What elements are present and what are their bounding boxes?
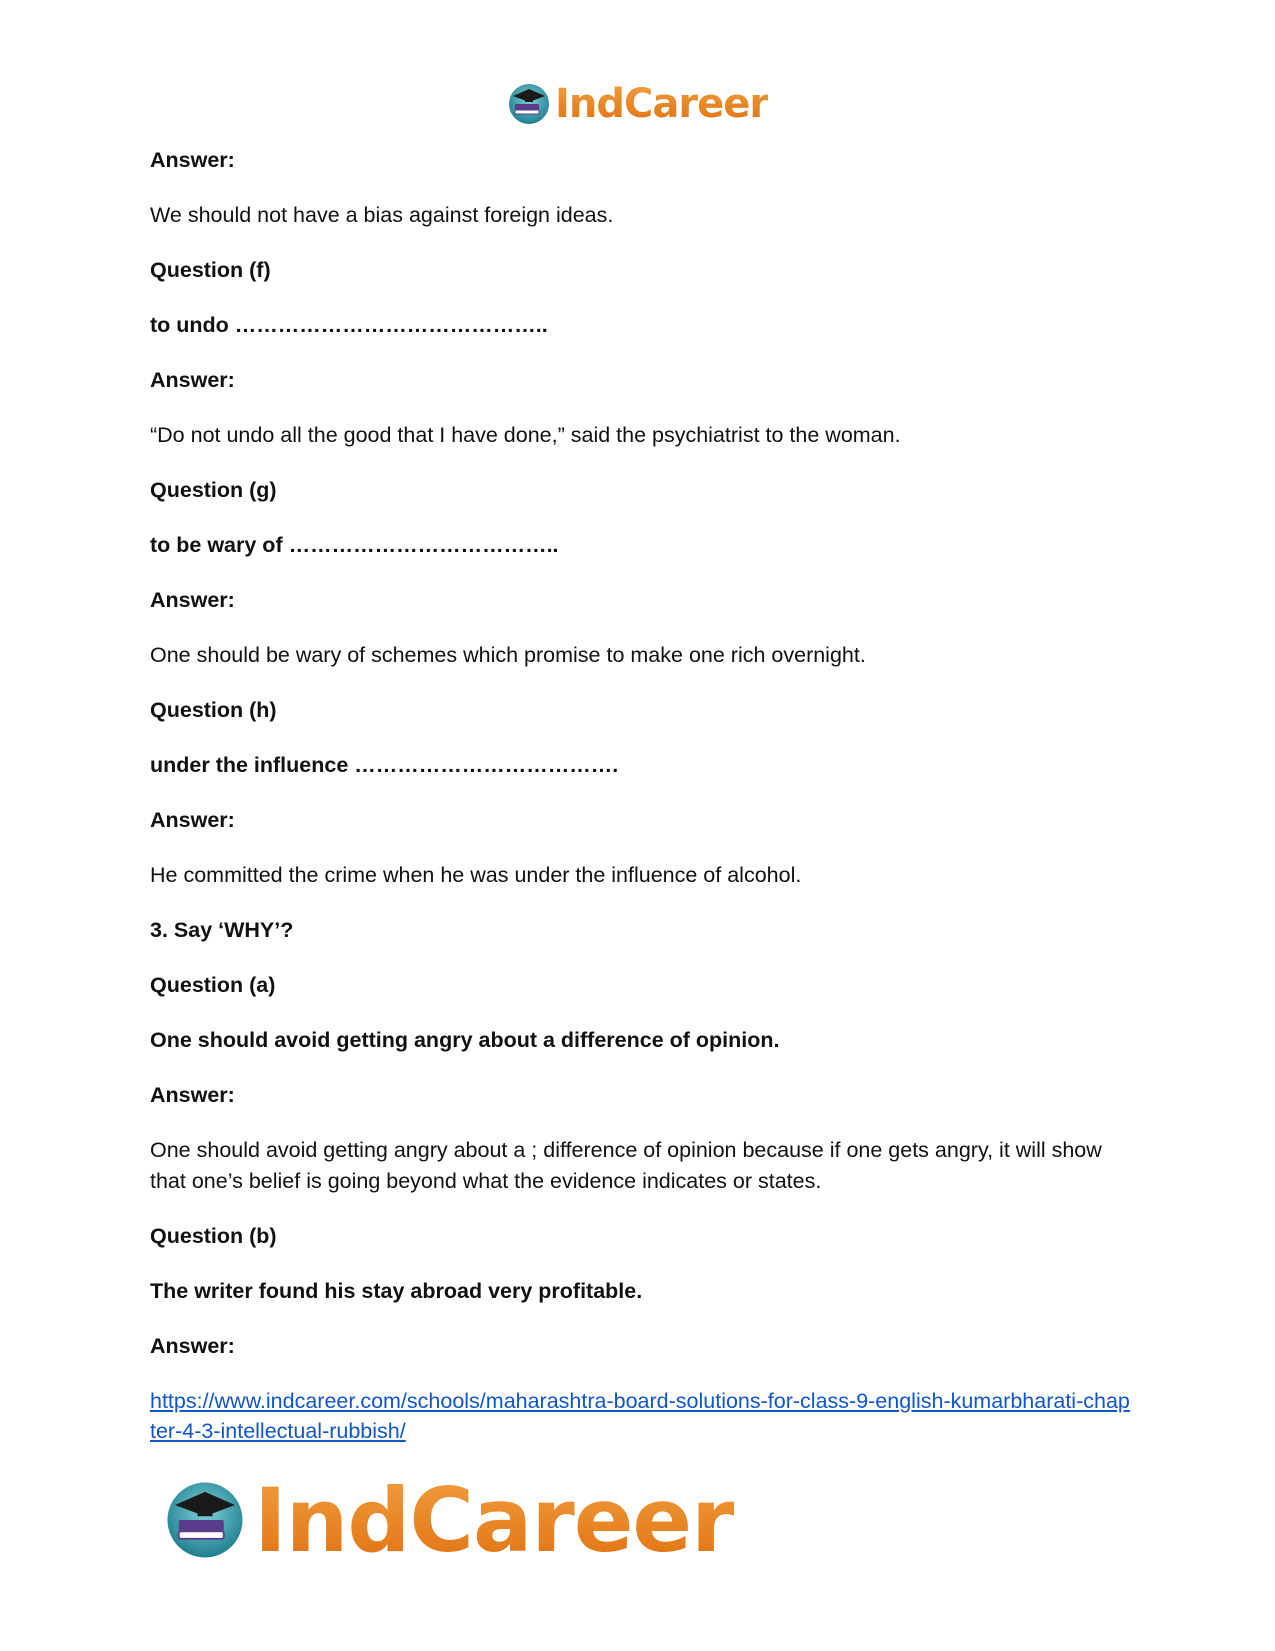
logo-text: IndCareer [254,1468,734,1572]
answer-text: He committed the crime when he was under the influence of alcohol. [150,863,802,887]
question-label: Question (g) [150,478,277,502]
answer-text: We should not have a bias against foreign ideas. [150,203,614,227]
question-label: Question (h) [150,698,277,722]
source-link[interactable]: https://www.indcareer.com/schools/maharashtra-board-solutions-for-class-9-english-kumarbharati-chapter-4-3-intellectual-rubbish/ [150,1389,1130,1443]
answer-label: Answer: [150,148,235,172]
logo-text: IndCareer [555,81,769,127]
graduation-book-icon [505,80,553,128]
answer-text: One should be wary of schemes which promise to make one rich overnight. [150,643,866,667]
question-label: Question (b) [150,1224,277,1248]
answer-label: Answer: [150,1083,235,1107]
question-label: Question (a) [150,973,276,997]
header-logo [505,80,768,128]
answer-label: Answer: [150,1334,235,1358]
answer-text: One should avoid getting angry about a ; difference of opinion because if one gets angry, it will show that one’s belief is going beyond what the evidence indicates or states. [150,1138,1102,1193]
question-prompt: to undo …………………………………….. [150,313,548,337]
question-prompt: under the influence ………………………………. [150,753,619,777]
answer-text: “Do not undo all the good that I have done,” said the psychiatrist to the woman. [150,423,901,447]
question-prompt: One should avoid getting angry about a difference of opinion. [150,1028,780,1052]
answer-label: Answer: [150,808,235,832]
question-prompt: The writer found his stay abroad very profitable. [150,1279,643,1303]
section-heading: 3. Say ‘WHY’? [150,918,294,942]
answer-label: Answer: [150,588,235,612]
graduation-book-icon [160,1475,250,1565]
question-prompt: to be wary of ……………………………….. [150,533,559,557]
footer-logo [160,1470,734,1570]
document-body [150,145,1135,1446]
answer-label: Answer: [150,368,235,392]
question-label: Question (f) [150,258,271,282]
